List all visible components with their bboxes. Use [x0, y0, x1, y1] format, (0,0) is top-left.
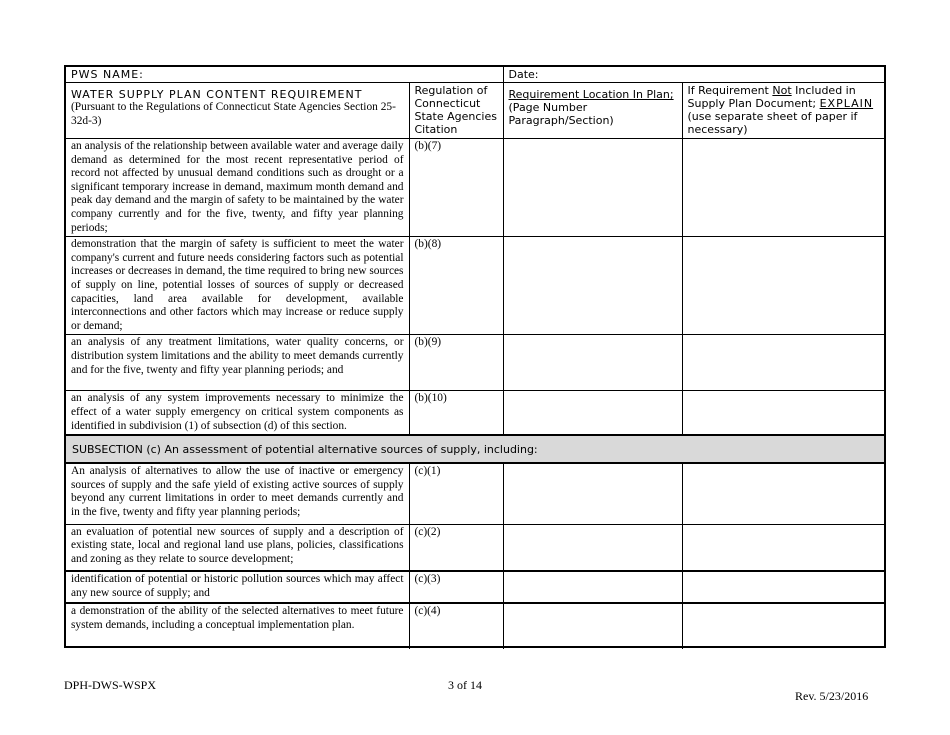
citation-cell: (c)(1): [409, 463, 503, 524]
header-requirement: [66, 83, 409, 139]
location-input-cell[interactable]: [503, 237, 682, 335]
footer-page-number: 3 of 14: [448, 678, 482, 692]
citation-cell: (b)(9): [409, 335, 503, 391]
requirement-column-title: WATER SUPPLY PLAN CONTENT REQUIREMENT: [71, 88, 363, 101]
table-row: [66, 391, 884, 435]
citation-column-title: Regulation of Connecticut State Agencies Citation: [414, 84, 497, 136]
table-row: [66, 463, 884, 524]
subsection-c-row: [66, 435, 884, 463]
explain-input-cell[interactable]: [682, 603, 884, 649]
requirement-text: an analysis of any treatment limitations, water quality concerns, or distribution system limitations and the ability to meet demands currently and for the five, twenty and fifty year planning periods; and: [66, 335, 409, 391]
not-included-text-2: Included in Supply Plan Document;: [687, 84, 856, 110]
citation-cell: (b)(10): [409, 391, 503, 435]
location-input-cell[interactable]: [503, 463, 682, 524]
not-included-not: Not: [772, 84, 792, 97]
table-row: [66, 139, 884, 237]
explain-input-cell[interactable]: [682, 391, 884, 435]
requirement-column-subtitle: (Pursuant to the Regulations of Connecticut State Agencies Section 25-32d-3): [71, 101, 396, 127]
location-input-cell[interactable]: [503, 139, 682, 237]
requirement-text: identification of potential or historic pollution sources which may affect any new source of supply; and: [66, 571, 409, 603]
form-table-container: [64, 65, 886, 648]
header-citation: [409, 83, 503, 139]
footer-revision: Rev. 5/23/2016: [795, 689, 869, 703]
citation-cell: (c)(4): [409, 603, 503, 649]
explain-input-cell[interactable]: [682, 463, 884, 524]
requirement-text: an evaluation of potential new sources of supply and a description of existing state, local and regional land use plans, policies, classifications and zoning as they relate to source development;: [66, 524, 409, 571]
citation-cell: (b)(8): [409, 237, 503, 335]
explain-input-cell[interactable]: [682, 237, 884, 335]
explain-input-cell[interactable]: [682, 571, 884, 603]
header-not-included: [682, 83, 884, 139]
location-column-title: Requirement Location In Plan;: [508, 88, 674, 101]
table-row: [66, 603, 884, 649]
table-row: [66, 571, 884, 603]
location-input-cell[interactable]: [503, 603, 682, 649]
subsection-c-heading: SUBSECTION (c) An assessment of potential alternative sources of supply, including:: [66, 435, 884, 463]
pws-name-cell[interactable]: [66, 67, 503, 83]
table-row: [66, 524, 884, 571]
header-row: [66, 83, 884, 139]
table-row: [66, 237, 884, 335]
requirement-text: an analysis of the relationship between available water and average daily demand as determined for the most recent representative period of record not affected by unusual demand conditions such as drought or a significant temporary increase in demand, maximum month demand and peak day demand and the margin of safety to be maintained by the water company currently and for the five, twenty, and fifty year planning periods;: [66, 139, 409, 237]
requirements-table: [66, 67, 884, 649]
footer-form-id: DPH-DWS-WSPX: [64, 678, 157, 692]
requirement-text: An analysis of alternatives to allow the use of inactive or emergency sources of supply and the safe yield of existing active sources of supply beyond any current limitations in order to meet demands currently and in the five, twenty and fifty year planning periods;: [66, 463, 409, 524]
not-included-explain: EXPLAIN: [819, 97, 874, 110]
requirement-text: a demonstration of the ability of the selected alternatives to meet future system demands, including a conceptual implementation plan.: [66, 603, 409, 649]
location-input-cell[interactable]: [503, 391, 682, 435]
not-included-text-3: (use separate sheet of paper if necessary): [687, 110, 858, 136]
table-row: [66, 335, 884, 391]
citation-cell: (c)(2): [409, 524, 503, 571]
citation-cell: (c)(3): [409, 571, 503, 603]
citation-cell: (b)(7): [409, 139, 503, 237]
pws-name-row: [66, 67, 884, 83]
explain-input-cell[interactable]: [682, 524, 884, 571]
location-input-cell[interactable]: [503, 335, 682, 391]
header-location: [503, 83, 682, 139]
location-input-cell[interactable]: [503, 571, 682, 603]
requirement-text: an analysis of any system improvements necessary to minimize the effect of a water supply emergency on critical system components as identified in subdivision (1) of subsection (d) of this section.: [66, 391, 409, 435]
date-label: Date:: [508, 68, 539, 81]
date-cell[interactable]: [503, 67, 884, 83]
requirement-text: demonstration that the margin of safety is sufficient to meet the water company's current and future needs considering factors such as potential increases or decreases in demand, the time required to bring new sources of supply on line, potential losses of sources of supply or decreased capacities, land area available for development, available interconnections and other factors which may increase or reduce supply or demand;: [66, 237, 409, 335]
location-column-subtitle: (Page Number Paragraph/Section): [508, 101, 614, 127]
explain-input-cell[interactable]: [682, 335, 884, 391]
not-included-text-1: If Requirement: [687, 84, 773, 97]
pws-name-label: PWS NAME:: [71, 68, 144, 81]
location-input-cell[interactable]: [503, 524, 682, 571]
explain-input-cell[interactable]: [682, 139, 884, 237]
